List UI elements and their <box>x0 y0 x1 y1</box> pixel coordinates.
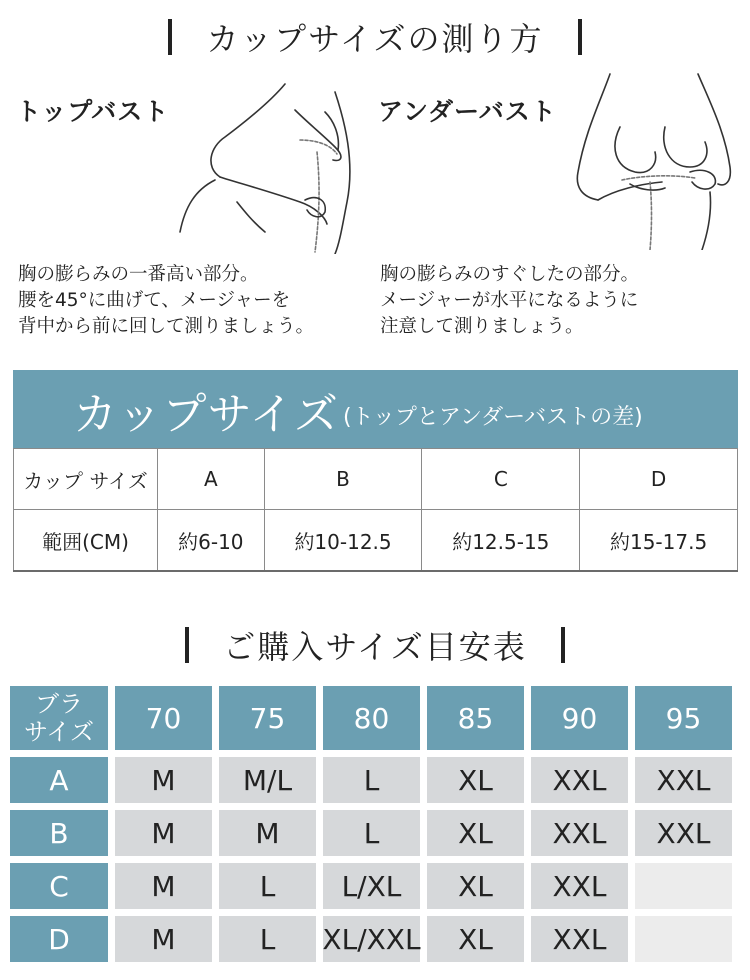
heading-bar-left <box>168 19 172 55</box>
cup-cell: B <box>264 449 422 510</box>
cup-size-header <box>13 370 738 448</box>
purchase-title: ご購入サイズ目安表 <box>223 628 527 666</box>
cup-row-header: B <box>10 810 108 856</box>
top-bust-line-3: 背中から前に回して測りましょう。 <box>18 316 315 337</box>
size-cell: XL <box>427 810 524 856</box>
band-header: 70 <box>115 686 212 750</box>
under-bust-label: アンダーバスト <box>378 97 557 126</box>
cup-size-row-label: カップ サイズ <box>14 449 158 510</box>
size-cell: XXL <box>531 757 628 803</box>
size-cell: XL <box>427 757 524 803</box>
top-bust-illustration <box>175 82 365 254</box>
cup-row-header: A <box>10 757 108 803</box>
bra-size-corner <box>10 686 108 750</box>
range-cell: 約15-17.5 <box>580 510 738 572</box>
band-header: 95 <box>635 686 732 750</box>
cup-row-header: C <box>10 863 108 909</box>
corner-label-line: ブラ <box>35 690 83 718</box>
size-cell: XXL <box>635 757 732 803</box>
cup-size-subtitle: (トップとアンダーバストの差) <box>343 405 643 430</box>
size-cell: XXL <box>531 863 628 909</box>
size-cell: XL <box>427 863 524 909</box>
size-cell: XXL <box>635 810 732 856</box>
top-bust-line-1: 胸の膨らみの一番高い部分。 <box>18 264 259 285</box>
heading-bar-right <box>561 627 565 663</box>
size-cell: L <box>323 757 420 803</box>
cup-size-table <box>13 448 738 572</box>
under-bust-line-2: メージャーが水平になるように <box>380 290 639 311</box>
range-cell: 約12.5-15 <box>422 510 580 572</box>
corner-label-line: サイズ <box>23 718 95 746</box>
range-cell: 約10-12.5 <box>264 510 422 572</box>
size-cell: L <box>219 916 316 962</box>
cup-cell: C <box>422 449 580 510</box>
size-cell: M/L <box>219 757 316 803</box>
measure-heading <box>0 14 750 60</box>
top-bust-label: トップバスト <box>16 97 170 126</box>
cup-cell: A <box>158 449 265 510</box>
heading-bar-left <box>185 627 189 663</box>
size-cell: M <box>219 810 316 856</box>
under-bust-line-1: 胸の膨らみのすぐしたの部分。 <box>380 264 640 285</box>
empty-cell <box>635 863 732 909</box>
size-cell: XL <box>427 916 524 962</box>
cup-range-row <box>14 510 738 572</box>
under-bust-line-3: 注意して測りましょう。 <box>380 316 584 337</box>
size-cell: L <box>219 863 316 909</box>
purchase-heading <box>0 622 750 668</box>
measure-title: カップサイズの測り方 <box>206 20 544 58</box>
size-cell: XXL <box>531 810 628 856</box>
band-header: 90 <box>531 686 628 750</box>
size-cell: M <box>115 757 212 803</box>
cup-cell: D <box>580 449 738 510</box>
heading-bar-right <box>578 19 582 55</box>
size-cell: M <box>115 863 212 909</box>
band-header: 85 <box>427 686 524 750</box>
size-cell: M <box>115 810 212 856</box>
cup-row-header: D <box>10 916 108 962</box>
size-cell: M <box>115 916 212 962</box>
band-header: 75 <box>219 686 316 750</box>
cup-size-row <box>14 449 738 510</box>
size-cell: L/XL <box>323 863 420 909</box>
top-bust-line-2: 腰を45°に曲げて、メージャーを <box>18 290 291 311</box>
under-bust-description <box>380 262 639 340</box>
size-cell: XL/XXL <box>323 916 420 962</box>
cup-range-row-label: 範囲(CM) <box>14 510 158 572</box>
top-bust-description <box>18 262 314 340</box>
size-cell: XXL <box>531 916 628 962</box>
cup-size-title: カップサイズ <box>73 389 340 440</box>
empty-cell <box>635 916 732 962</box>
under-bust-illustration <box>570 72 740 250</box>
band-header: 80 <box>323 686 420 750</box>
size-cell: L <box>323 810 420 856</box>
range-cell: 約6-10 <box>158 510 265 572</box>
